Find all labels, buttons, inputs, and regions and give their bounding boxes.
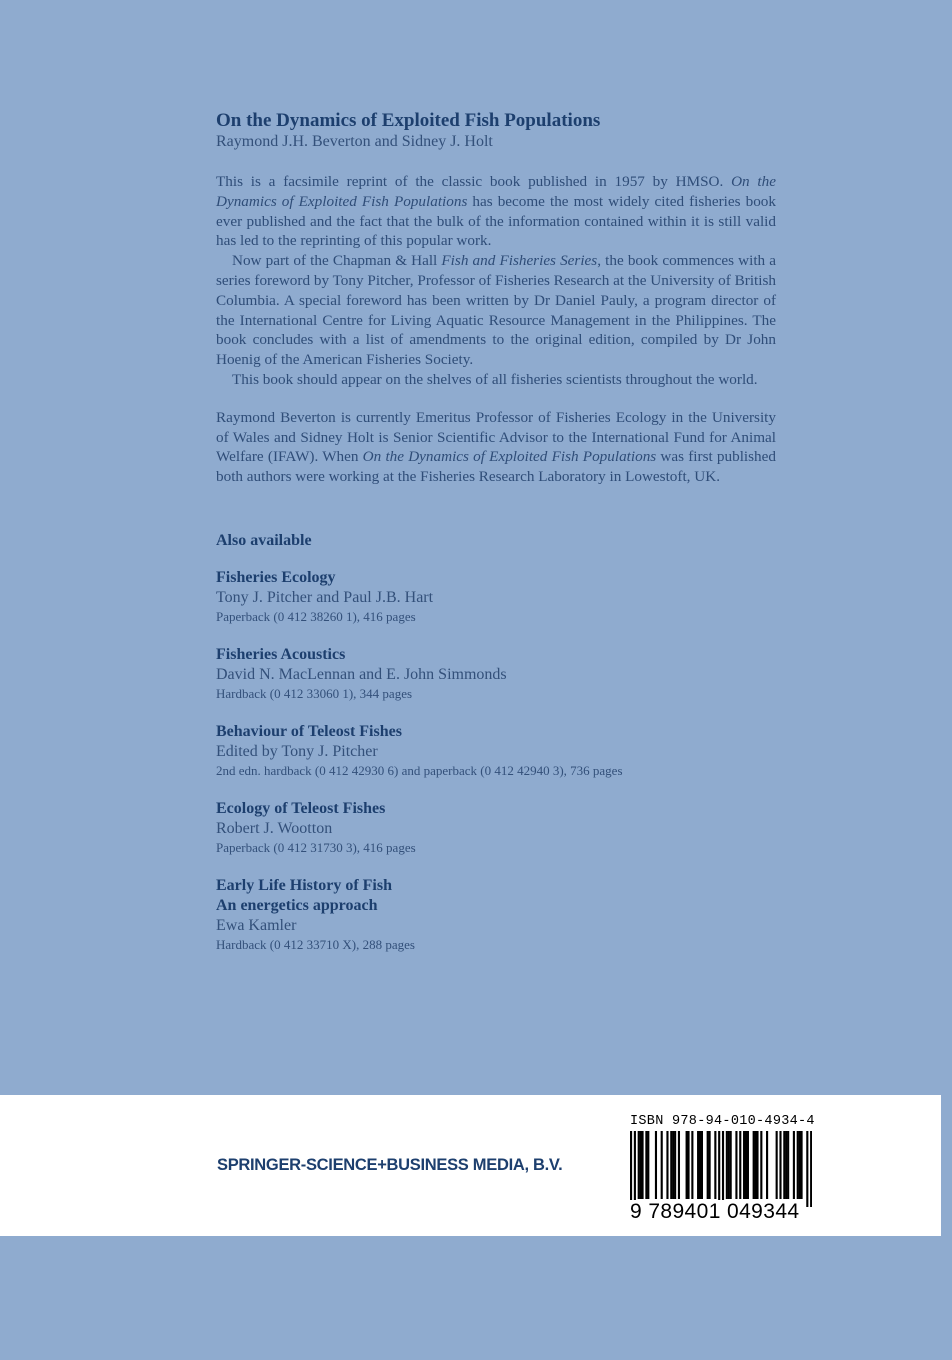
author-bio-paragraph [216, 408, 776, 487]
barcode-bar [666, 1131, 668, 1199]
entry-detail: Hardback (0 412 33060 1), 344 pages [216, 685, 413, 701]
barcode-bar [760, 1131, 762, 1199]
p2-text-c: , the book commences with a series foreword by Tony Pitcher, Professor of Fisheries Research at the University of British Columbia. A special foreword has been written by Dr Daniel Pauly, a program director of the International Centre for Living Aquatic Resource Management in the Philippines. The book concludes with a list of amendments to the original edition, compiled by Dr John Hoenig of the American Fisheries Society. [216, 252, 777, 369]
barcode-bar [766, 1131, 768, 1199]
entry-detail: Paperback (0 412 38260 1), 416 pages [216, 608, 416, 624]
barcode-bar [691, 1131, 693, 1199]
description-paragraph-3: This book should appear on the shelves of all fisheries scientists throughout the world. [232, 370, 758, 388]
barcode-bar [641, 1131, 643, 1199]
entry-title: Fisheries Ecology [216, 568, 336, 586]
entry-title: Ecology of Teleost Fishes [216, 799, 386, 817]
entry-author: Edited by Tony J. Pitcher [216, 742, 378, 760]
also-available-heading: Also available [216, 531, 312, 549]
barcode-bar [726, 1131, 728, 1199]
barcode-bar [714, 1131, 716, 1199]
barcode-bar [670, 1131, 672, 1199]
barcode-bar [755, 1131, 757, 1199]
p1-title-italic: On the Dynamics of Exploited Fish Populations [216, 173, 776, 210]
barcode-bar [638, 1131, 640, 1199]
p1-text-a: This is a facsimile reprint of the classic book published in 1957 by HMSO. [216, 173, 732, 190]
barcode-bar [674, 1131, 676, 1199]
barcode-icon [630, 1131, 812, 1207]
barcode-bar [678, 1131, 680, 1199]
barcode-bar [655, 1131, 657, 1199]
entry-subtitle: An energetics approach [216, 896, 378, 914]
barcode-bar [722, 1131, 724, 1207]
entry-title: Behaviour of Teleost Fishes [216, 722, 402, 740]
entry-title: Early Life History of Fish [216, 876, 392, 894]
barcode-bar [783, 1131, 785, 1199]
barcode-bar [645, 1131, 647, 1199]
barcode-bar [743, 1131, 745, 1199]
list-item [216, 799, 776, 858]
entry-detail: Paperback (0 412 31730 3), 416 pages [216, 839, 416, 855]
isbn-label: ISBN 978-94-010-4934-4 [630, 1114, 815, 1129]
barcode-bar [787, 1131, 789, 1199]
barcode-bar [785, 1131, 787, 1199]
barcode-bar [697, 1131, 699, 1199]
barcode-bar [672, 1131, 674, 1199]
barcode-bar [647, 1131, 649, 1199]
barcode-bar [701, 1131, 703, 1199]
barcode-number: 9 789401 049344 [630, 1200, 800, 1223]
p2-text-a: Now part of the Chapman & Hall [232, 252, 442, 270]
p4-title-italic: On the Dynamics of Exploited Fish Populations [362, 448, 657, 466]
entry-author: Ewa Kamler [216, 916, 297, 934]
entry-title: Fisheries Acoustics [216, 645, 346, 663]
barcode-bar [634, 1131, 636, 1207]
entry-author: Tony J. Pitcher and Paul J.B. Hart [216, 588, 434, 606]
barcode-bar [793, 1131, 795, 1199]
barcode-bar [687, 1131, 689, 1199]
list-item [216, 876, 776, 955]
barcode-bar [756, 1131, 758, 1199]
back-cover-text [216, 110, 776, 955]
barcode-bar [745, 1131, 747, 1199]
entry-author: David N. MacLennan and E. John Simmonds [216, 665, 507, 683]
p4-text-a: Raymond Beverton is currently Emeritus Professor of Fisheries Ecology in the University of Wales and Sidney Holt is Senior Scientific Advisor to the International Fund for Animal Welfare (IFAW). When [216, 408, 776, 466]
list-item [216, 645, 776, 704]
list-item [216, 722, 776, 781]
description-paragraph-2 [216, 251, 776, 370]
barcode-bar [707, 1131, 709, 1199]
barcode-bar [735, 1131, 737, 1199]
book-authors: Raymond J.H. Beverton and Sidney J. Holt [216, 133, 493, 150]
barcode-bar [747, 1131, 749, 1199]
barcode-bar [739, 1131, 741, 1199]
p1-text-c: has become the most widely cited fisheries book ever published and the fact that the bulk of the information contained within it is still valid has led to the reprinting of this popular work. [216, 192, 776, 250]
publisher-name: SPRINGER-SCIENCE+BUSINESS MEDIA, B.V. [217, 1156, 563, 1174]
description-paragraph-1 [216, 172, 776, 251]
barcode-bar [630, 1131, 632, 1207]
barcode-bar [801, 1131, 803, 1199]
p2-series-italic: Fish and Fisheries Series [441, 252, 598, 270]
p4-text-c: was first published both authors were working at the Fisheries Research Laboratory in Lowestoft, UK. [216, 448, 776, 486]
barcode-bar [806, 1131, 808, 1207]
barcode-bar [699, 1131, 701, 1199]
barcode-bar [810, 1131, 812, 1207]
barcode-bar [776, 1131, 778, 1199]
entry-author: Robert J. Wootton [216, 819, 333, 837]
barcode-bar [799, 1131, 801, 1199]
barcode-bar [640, 1131, 642, 1199]
list-item [216, 568, 776, 627]
barcode-bar [779, 1131, 781, 1199]
barcode-bar [718, 1131, 720, 1207]
barcode-bar [753, 1131, 755, 1199]
barcode-bar [686, 1131, 688, 1199]
barcode-bar [728, 1131, 730, 1199]
book-title: On the Dynamics of Exploited Fish Populations [216, 110, 601, 131]
barcode-bar [797, 1131, 799, 1199]
entry-detail: 2nd edn. hardback (0 412 42930 6) and paperback (0 412 42940 3), 736 pages [216, 762, 623, 778]
barcode-bar [709, 1131, 711, 1199]
barcode-bar [661, 1131, 663, 1199]
barcode-bar [730, 1131, 732, 1199]
entry-detail: Hardback (0 412 33710 X), 288 pages [216, 936, 415, 952]
